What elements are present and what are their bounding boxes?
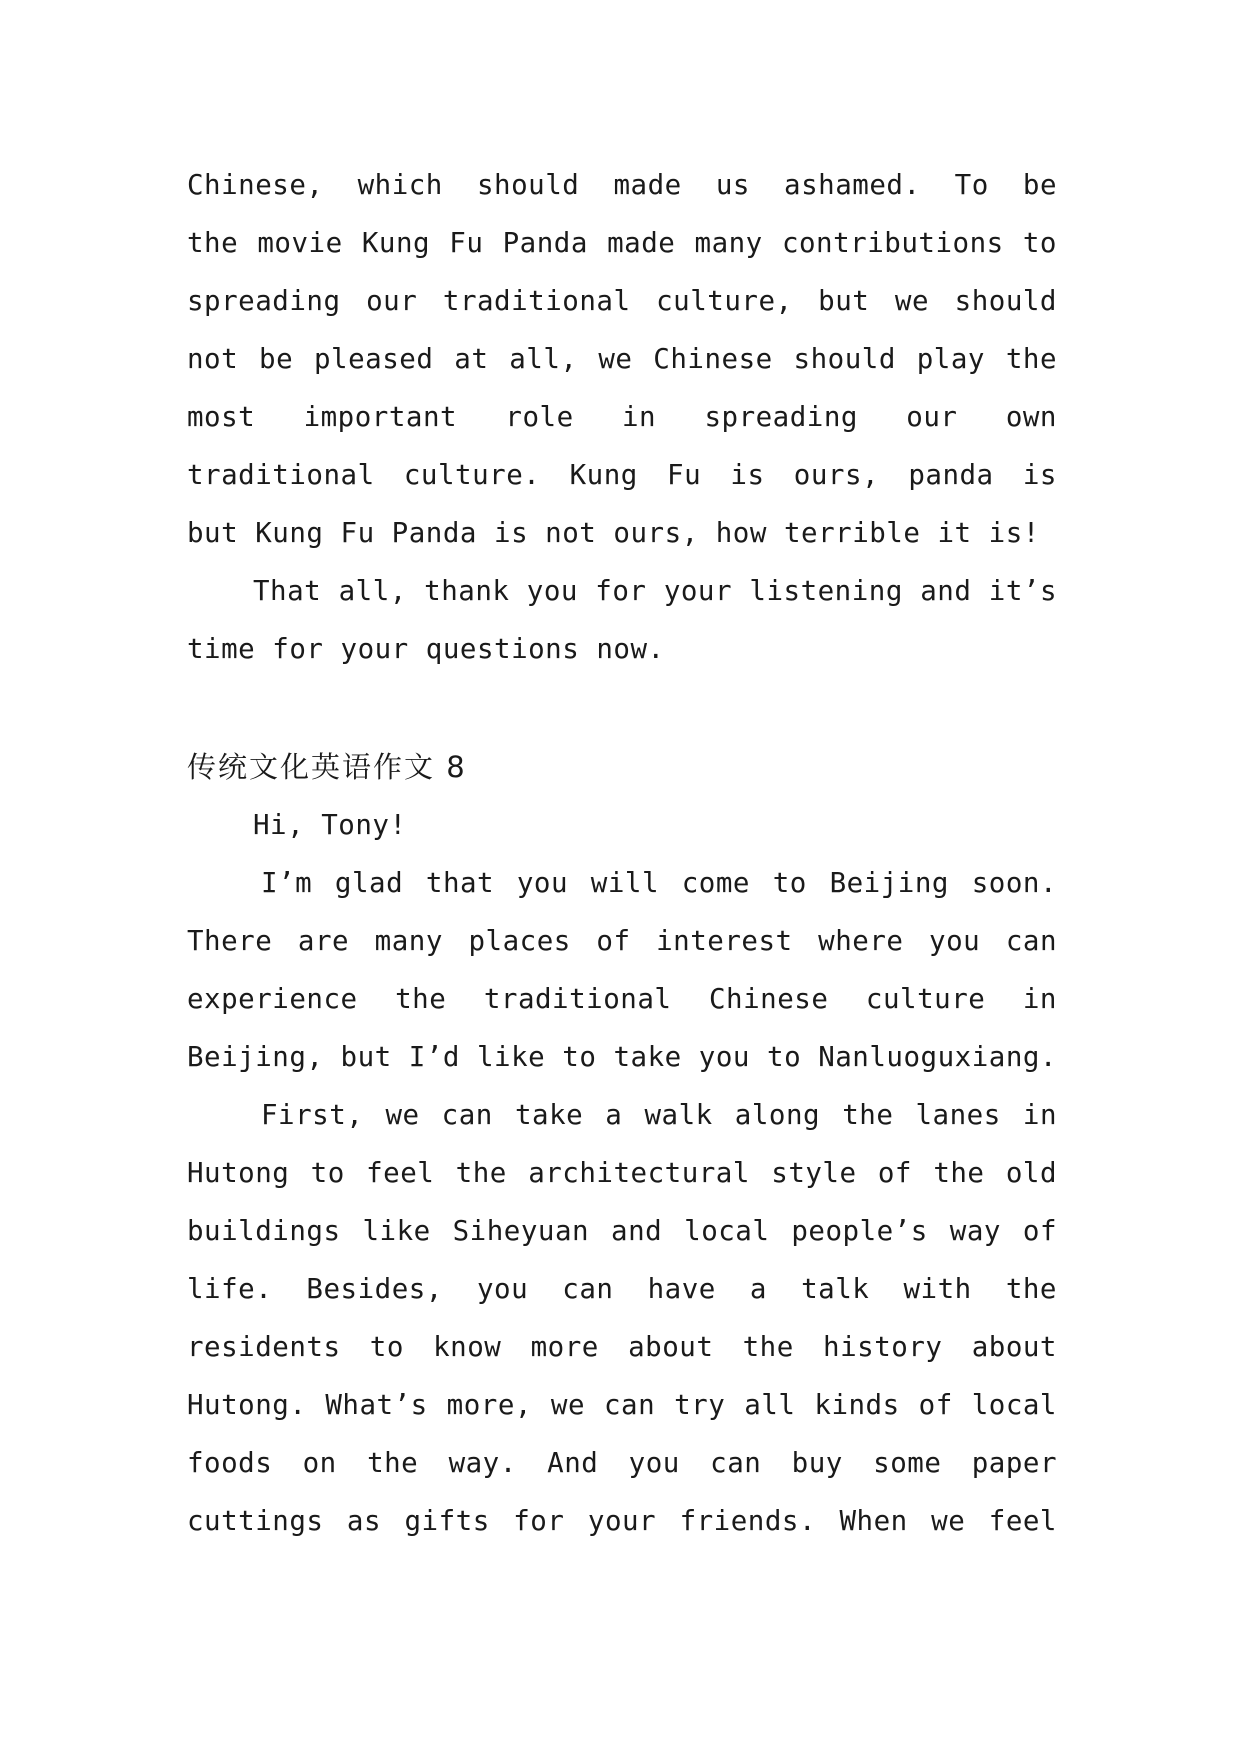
paragraph-line: cuttings as gifts for your friends. When we feel [187, 1505, 1057, 1537]
paragraph-line: spreading our traditional culture, but we should [187, 285, 1057, 317]
paragraph-line: experience the traditional Chinese culture in [187, 983, 1057, 1015]
paragraph-line: most important role in spreading our own [187, 401, 1057, 433]
paragraph-line: I’m glad that you will come to Beijing soon. [261, 867, 1057, 899]
essay-heading: 传统文化英语作文 8 [187, 750, 467, 784]
paragraph-line: Beijing, but I’d like to take you to Nanluoguxiang. [187, 1041, 1057, 1073]
paragraph-line: Chinese, which should made us ashamed. To be [187, 169, 1057, 201]
paragraph-line: Hutong to feel the architectural style of the old [187, 1157, 1057, 1189]
paragraph-line: time for your questions now. [187, 633, 665, 665]
paragraph-line: There are many places of interest where you can [187, 925, 1057, 957]
paragraph-line: That all, thank you for your listening and it’s [253, 575, 1057, 607]
paragraph-line: residents to know more about the history about [187, 1331, 1057, 1363]
paragraph-line: First, we can take a walk along the lanes in [261, 1099, 1057, 1131]
letter-greeting: Hi, Tony! [253, 809, 407, 841]
paragraph-line: life. Besides, you can have a talk with the [187, 1273, 1057, 1305]
paragraph-line: foods on the way. And you can buy some paper [187, 1447, 1057, 1479]
paragraph-line: the movie Kung Fu Panda made many contributions to [187, 227, 1057, 259]
paragraph-line: buildings like Siheyuan and local people’s way of [187, 1215, 1057, 1247]
paragraph-line: Hutong. What’s more, we can try all kinds of local [187, 1389, 1057, 1421]
essay-7-conclusion [187, 156, 1057, 678]
paragraph-line: not be pleased at all, we Chinese should play the [187, 343, 1057, 375]
paragraph-line: but Kung Fu Panda is not ours, how terrible it is! [187, 517, 1040, 549]
paragraph-line: traditional culture. Kung Fu is ours, panda is [187, 459, 1057, 491]
essay-8-body [187, 796, 1057, 1550]
